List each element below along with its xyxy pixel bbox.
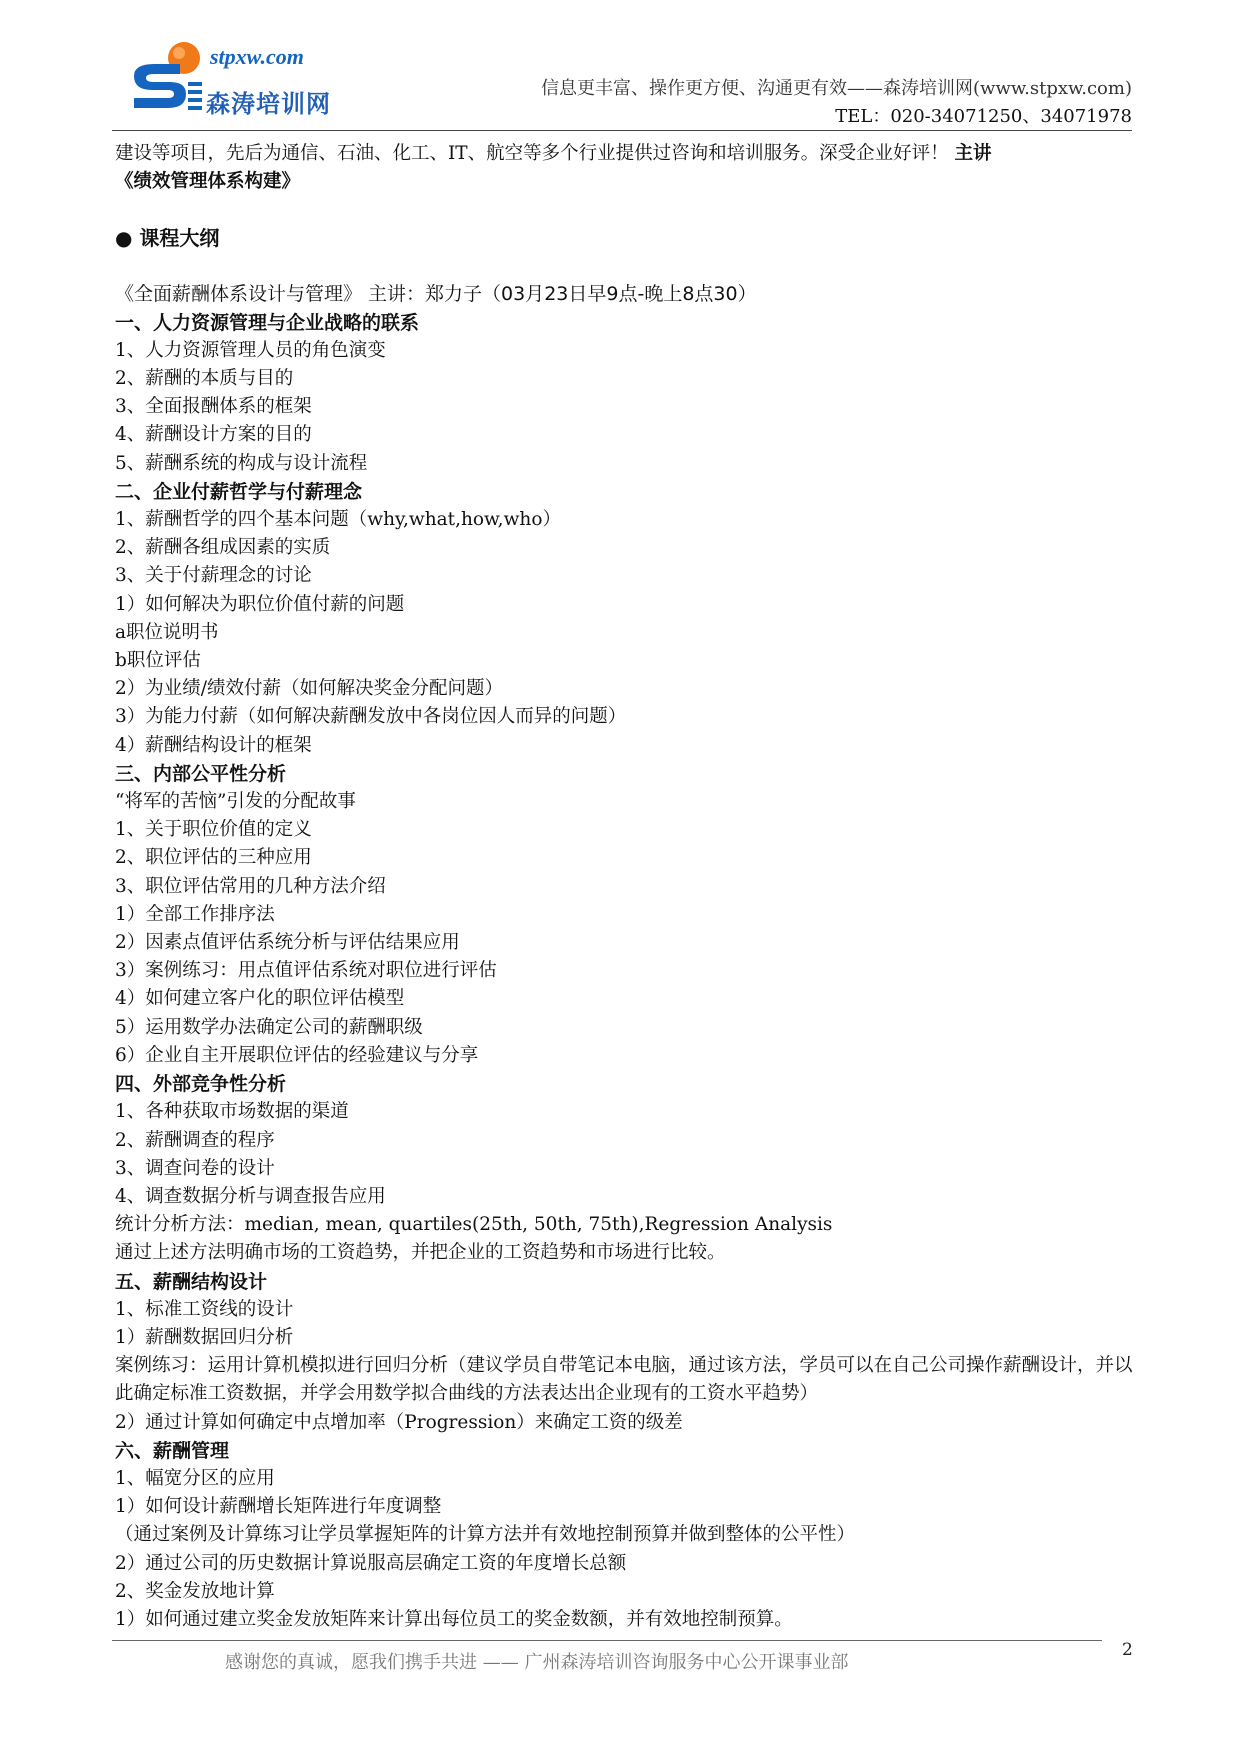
intro-text: 建设等项目，先后为通信、石油、化工、IT、航空等多个行业提供过咨询和培训服务。深受企业好评！ (115, 143, 949, 164)
outline-item: 4、调查数据分析与调查报告应用 (115, 1185, 386, 1207)
outline-item: 2）通过公司的历史数据计算说服高层确定工资的年度增长总额 (115, 1552, 627, 1574)
outline-item: 3、全面报酬体系的框架 (115, 396, 312, 418)
footer-divider (112, 1640, 1102, 1641)
outline-item: 1）全部工作排序法 (115, 903, 275, 925)
footer-text: 感谢您的真诚，愿我们携手共进 —— 广州森涛培训咨询服务中心公开课事业部 (225, 1652, 849, 1673)
section-heading: 三、内部公平性分析 (115, 762, 287, 785)
outline-item: 2）为业绩/绩效付薪（如何解决奖金分配问题） (115, 678, 504, 700)
outline-item: 4）薪酬结构设计的框架 (115, 734, 312, 756)
document-body (115, 140, 1145, 1634)
outline-item: 4）如何建立客户化的职位评估模型 (115, 988, 405, 1010)
outline-item: 2、薪酬的本质与目的 (115, 368, 294, 390)
outline-item: 2）通过计算如何确定中点增加率（Progression）来确定工资的级差 (115, 1411, 683, 1433)
outline-item: 1、关于职位价值的定义 (115, 819, 312, 841)
header-tagline: 信息更丰富、操作更方便、沟通更有效——森涛培训网(www.stpxw.com) (541, 78, 1132, 99)
spacer (115, 252, 1145, 280)
outline-item: 2、薪酬各组成因素的实质 (115, 537, 331, 559)
course-title-line: 《全面薪酬体系设计与管理》 主讲：郑力子（03月23日早9点-晚上8点30） (115, 283, 757, 306)
outline-item: 5）运用数学办法确定公司的薪酬职级 (115, 1016, 423, 1038)
outline-item: 1、人力资源管理人员的角色演变 (115, 339, 386, 361)
outline-item: “将军的苦恼”引发的分配故事 (115, 791, 356, 813)
outline-item: 2、职位评估的三种应用 (115, 847, 312, 869)
outline-item: 1、各种获取市场数据的渠道 (115, 1101, 349, 1123)
outline-item: 3）为能力付薪（如何解决薪酬发放中各岗位因人而异的问题） (115, 706, 627, 728)
outline-lines (115, 309, 1145, 1635)
outline-item: 3、调查问卷的设计 (115, 1157, 275, 1179)
section-heading: 一、人力资源管理与企业战略的联系 (115, 311, 420, 334)
bullet-icon: ● (115, 226, 133, 251)
outline-item: 2、奖金发放地计算 (115, 1580, 275, 1602)
header-tel: TEL：020-34071250、34071978 (835, 106, 1132, 127)
outline-title: 课程大纲 (139, 226, 220, 251)
intro-line-2: 《绩效管理体系构建》 (115, 171, 301, 193)
outline-item: 4、薪酬设计方案的目的 (115, 424, 312, 446)
outline-item: 2、薪酬调查的程序 (115, 1129, 275, 1151)
outline-item: 案例练习：运用计算机模拟进行回归分析（建议学员自带笔记本电脑，通过该方法，学员可以在自己公司操作薪酬设计，并以此确定标准工资数据，并学会用数学拟合曲线的方法表达出企业现有的工资水平趋势） (115, 1355, 1133, 1405)
outline-item: a职位说明书 (115, 621, 219, 643)
outline-item: （通过案例及计算练习让学员掌握矩阵的计算方法并有效地控制预算并做到整体的公平性） (115, 1524, 856, 1546)
section-heading: 四、外部竞争性分析 (115, 1073, 287, 1096)
outline-item: 1）薪酬数据回归分析 (115, 1326, 294, 1348)
outline-item: 1）如何解决为职位价值付薪的问题 (115, 593, 405, 615)
intro-line-1 (115, 140, 1145, 168)
outline-heading (115, 224, 1145, 252)
intro-bold: 主讲 (954, 143, 992, 164)
outline-item: 5、薪酬系统的构成与设计流程 (115, 452, 368, 474)
spacer (115, 196, 1145, 224)
outline-item: b职位评估 (115, 650, 201, 672)
section-heading: 六、薪酬管理 (115, 1439, 230, 1462)
header-divider (112, 130, 1132, 131)
outline-item: 6）企业自主开展职位评估的经验建议与分享 (115, 1044, 479, 1066)
outline-item: 统计分析方法：median, mean, quartiles(25th, 50th, 75th),Regression Analysis (115, 1214, 833, 1236)
outline-item: 1）如何设计薪酬增长矩阵进行年度调整 (115, 1496, 442, 1518)
logo-url: stpxw.com (210, 44, 304, 69)
section-heading: 五、薪酬结构设计 (115, 1270, 268, 1293)
outline-item: 1、幅宽分区的应用 (115, 1467, 275, 1489)
outline-item: 3）案例练习：用点值评估系统对职位进行评估 (115, 960, 497, 982)
logo-name: 森涛培训网 (206, 90, 331, 118)
section-heading: 二、企业付薪哲学与付薪理念 (115, 480, 363, 503)
outline-item: 1）如何通过建立奖金发放矩阵来计算出每位员工的奖金数额，并有效地控制预算。 (115, 1608, 793, 1630)
outline-item: 2）因素点值评估系统分析与评估结果应用 (115, 932, 460, 954)
outline-item: 通过上述方法明确市场的工资趋势，并把企业的工资趋势和市场进行比较。 (115, 1242, 726, 1264)
outline-item: 1、标准工资线的设计 (115, 1298, 294, 1320)
outline-item: 3、关于付薪理念的讨论 (115, 565, 312, 587)
page-header (112, 30, 1132, 130)
outline-item: 1、薪酬哲学的四个基本问题（why,what,how,who） (115, 509, 561, 531)
outline-item: 3、职位评估常用的几种方法介绍 (115, 875, 386, 897)
page-number: 2 (1122, 1640, 1133, 1660)
logo (124, 34, 344, 124)
